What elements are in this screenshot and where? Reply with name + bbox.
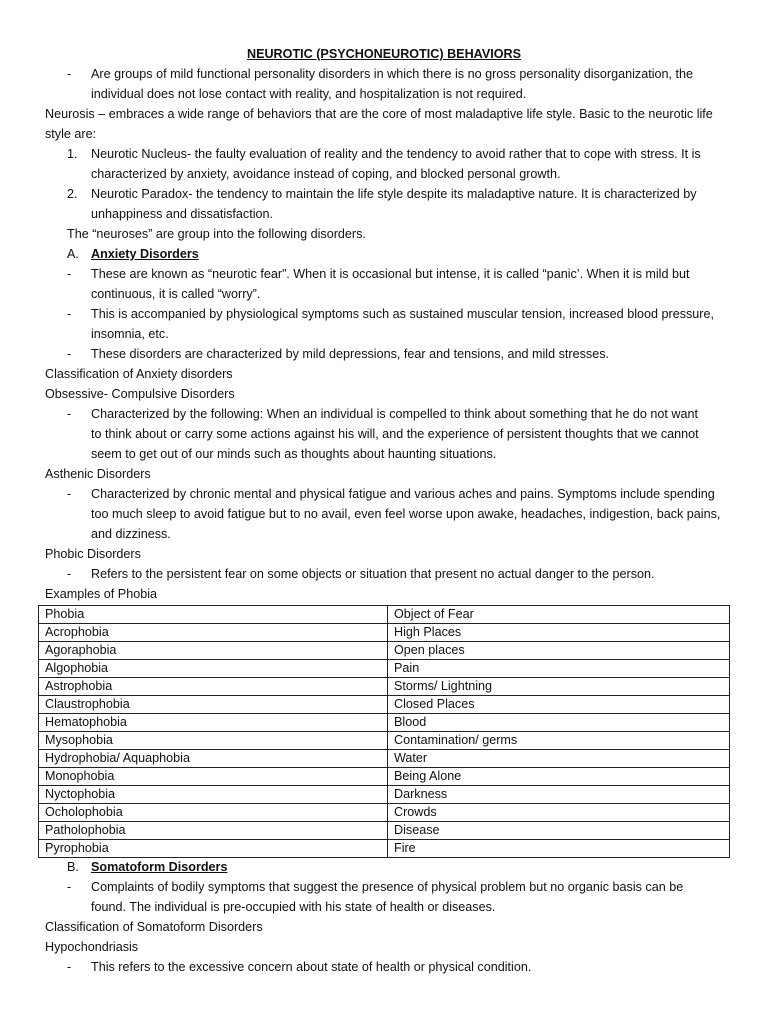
phobia-name-cell: Hydrophobia/ Aquaphobia [39,750,388,768]
phobia-name-cell: Hematophobia [39,714,388,732]
section-heading-somatoform: Somatoform Disorders [91,860,228,874]
table-row [39,732,730,750]
table-row [39,822,730,840]
phobia-table [38,605,730,858]
anxiety-bullet-1-line-2: continuous, it is called “worry”. [91,287,261,301]
phobia-name-cell: Claustrophobia [39,696,388,714]
bullet-dash: - [67,307,72,321]
page-title: NEUROTIC (PSYCHONEUROTIC) BEHAVIORS [246,47,522,61]
anxiety-bullet-3: These disorders are characterized by mild depressions, fear and tensions, and mild stresses. [91,347,609,361]
section-letter: A. [67,247,79,261]
table-row [39,624,730,642]
anxiety-bullet-2-line-1: This is accompanied by physiological symptoms such as sustained muscular tension, increased blood pressure, [91,307,714,321]
object-of-fear-cell: Contamination/ germs [388,732,730,750]
phobia-name-cell: Algophobia [39,660,388,678]
table-header-cell: Phobia [39,606,388,624]
ocd-heading: Obsessive- Compulsive Disorders [45,387,235,401]
section-heading-anxiety: Anxiety Disorders [91,247,199,261]
table-row [39,660,730,678]
table-row [39,768,730,786]
nucleus-line-1: Neurotic Nucleus- the faulty evaluation of reality and the tendency to avoid rather that to cope with stress. It is [91,147,701,161]
object-of-fear-cell: High Places [388,624,730,642]
list-number: 2. [67,187,78,201]
phobia-name-cell: Pyrophobia [39,840,388,858]
phobia-name-cell: Mysophobia [39,732,388,750]
table-row [39,642,730,660]
anxiety-bullet-1-line-1: These are known as “neurotic fear”. When it is occasional but intense, it is called “panic’. When it is mild but [91,267,690,281]
bullet-dash: - [67,880,72,894]
object-of-fear-cell: Pain [388,660,730,678]
anxiety-bullet-2-line-2: insomnia, etc. [91,327,169,341]
table-row [39,750,730,768]
phobic-heading: Phobic Disorders [45,547,141,561]
section-letter: B. [67,860,79,874]
object-of-fear-cell: Darkness [388,786,730,804]
bullet-dash: - [67,960,72,974]
bullet-dash: - [67,487,72,501]
bullet-dash: - [67,267,72,281]
phobic-line-1: Refers to the persistent fear on some objects or situation that present no actual danger to the person. [91,567,655,581]
table-row [39,840,730,858]
hypo-heading: Hypochondriasis [45,940,139,954]
asthenic-heading: Asthenic Disorders [45,467,151,481]
table-row [39,678,730,696]
intro-line-2: individual does not lose contact with reality, and hospitalization is not required. [91,87,527,101]
asthenic-line-1: Characterized by chronic mental and physical fatigue and various aches and pains. Symptoms include spending [91,487,715,501]
phobia-name-cell: Nyctophobia [39,786,388,804]
phobia-name-cell: Patholophobia [39,822,388,840]
table-row [39,714,730,732]
ocd-line-3: seem to get out of our minds such as thoughts about haunting situations. [91,447,497,461]
bullet-dash: - [67,567,72,581]
object-of-fear-cell: Blood [388,714,730,732]
table-row [39,696,730,714]
class-anxiety-heading: Classification of Anxiety disorders [45,367,233,381]
ocd-line-2: to think about or carry some actions against his will, and the experience of persistent thoughts that we cannot [91,427,699,441]
table-row [39,786,730,804]
object-of-fear-cell: Crowds [388,804,730,822]
object-of-fear-cell: Open places [388,642,730,660]
phobia-name-cell: Acrophobia [39,624,388,642]
phobia-name-cell: Ocholophobia [39,804,388,822]
phobia-name-cell: Astrophobia [39,678,388,696]
table-row [39,804,730,822]
hypo-line-1: This refers to the excessive concern about state of health or physical condition. [91,960,532,974]
ocd-line-1: Characterized by the following: When an individual is compelled to think about something that he do not want [91,407,698,421]
object-of-fear-cell: Being Alone [388,768,730,786]
neurosis-line-2: style are: [45,127,97,141]
object-of-fear-cell: Water [388,750,730,768]
somato-line-1: Complaints of bodily symptoms that suggest the presence of physical problem but no organic basis can be [91,880,684,894]
object-of-fear-cell: Storms/ Lightning [388,678,730,696]
asthenic-line-3: and dizziness. [91,527,171,541]
somato-line-2: found. The individual is pre-occupied with his state of health or diseases. [91,900,496,914]
table-header-row [39,606,730,624]
bullet-dash: - [67,347,72,361]
intro-line-1: Are groups of mild functional personality disorders in which there is no gross personality disorganization, the [91,67,694,81]
object-of-fear-cell: Closed Places [388,696,730,714]
asthenic-line-2: too much sleep to avoid fatigue but to no avail, even feel worse upon awake, headaches, indigestion, back pains, [91,507,721,521]
object-of-fear-cell: Fire [388,840,730,858]
table-header-cell: Object of Fear [388,606,730,624]
paradox-line-1: Neurotic Paradox- the tendency to maintain the life style despite its maladaptive nature. It is characterized by [91,187,697,201]
examples-heading: Examples of Phobia [45,587,158,601]
class-somato-heading: Classification of Somatoform Disorders [45,920,263,934]
list-number: 1. [67,147,78,161]
nucleus-line-2: characterized by anxiety, avoidance instead of coping, and blocked personal growth. [91,167,561,181]
neuroses-line: The “neuroses” are group into the following disorders. [67,227,366,241]
paradox-line-2: unhappiness and dissatisfaction. [91,207,274,221]
phobia-name-cell: Agoraphobia [39,642,388,660]
neurosis-line-1: Neurosis – embraces a wide range of behaviors that are the core of most maladaptive life style. Basic to the neurotic life [45,107,713,121]
object-of-fear-cell: Disease [388,822,730,840]
bullet-dash: - [67,407,72,421]
phobia-name-cell: Monophobia [39,768,388,786]
bullet-dash: - [67,67,72,81]
